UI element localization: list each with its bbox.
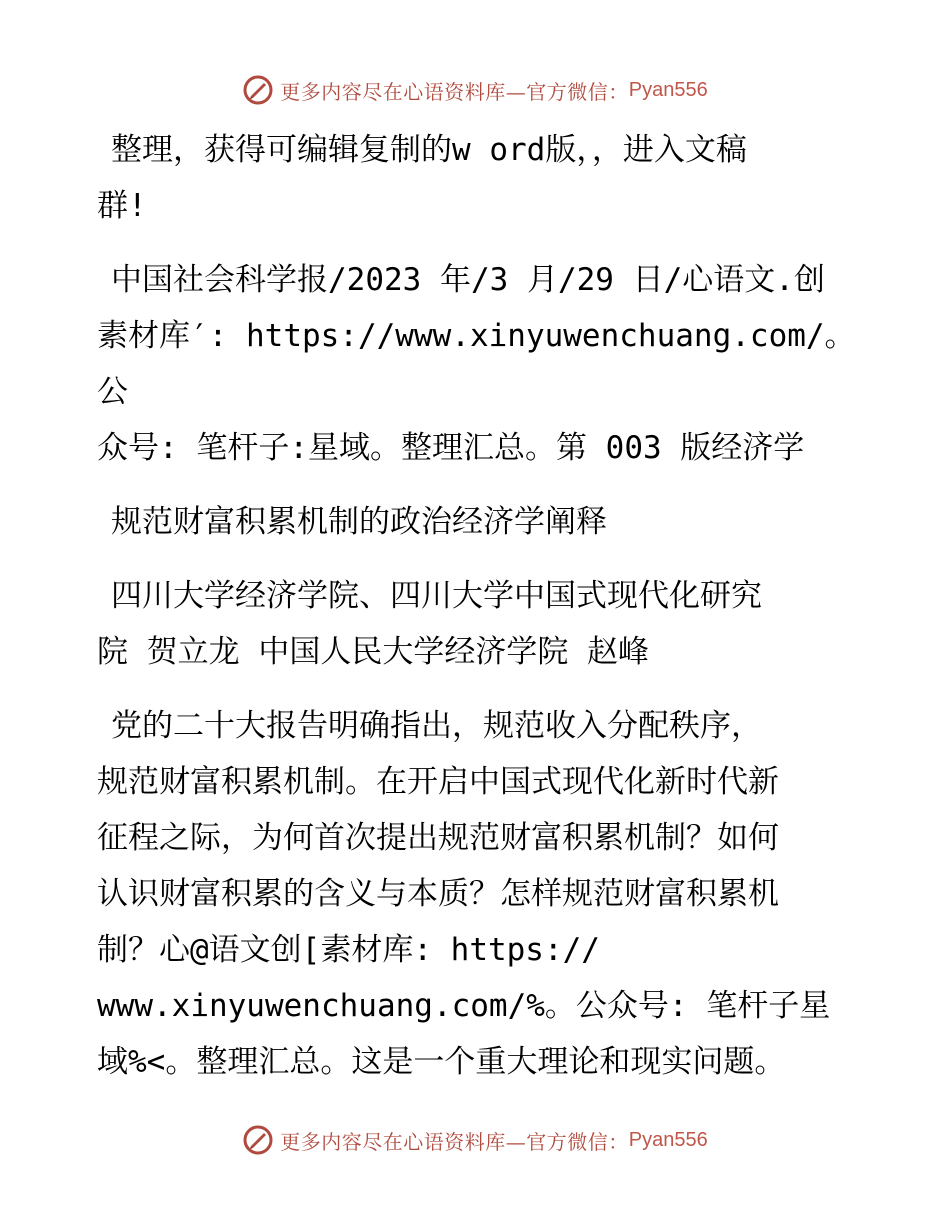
header-wechat-id: Pyan556 [628, 78, 708, 101]
text-line: 中国社会科学报/2023 年/3 月/29 日/心语文.创 [111, 262, 825, 298]
footer-text: 更多内容尽在心语资料库—官方微信： [280, 1129, 629, 1154]
text-line: www.xinyuwenchuang.com/%。公众号: 笔杆子星 [97, 988, 831, 1024]
text-line: 素材库′: https://www.xinyuwenchuang.com/。公 [97, 318, 856, 410]
header-text: 更多内容尽在心语资料库—官方微信： [280, 79, 629, 104]
text-line: 党的二十大报告明确指出，规范收入分配秩序， [111, 708, 762, 744]
footer-wechat-id: Pyan556 [628, 1128, 708, 1151]
footer-banner [0, 1120, 950, 1160]
text-line: 域%<。整理汇总。这是一个重大理论和现实问题。 [97, 1044, 786, 1080]
author-line: 四川大学经济学院、四川大学中国式现代化研究 [111, 578, 762, 614]
header-banner [0, 70, 950, 110]
text-line: 制？心@语文创[素材库: https:// [97, 932, 600, 968]
text-line: 认识财富积累的含义与本质？怎样规范财富积累机 [97, 876, 779, 912]
text-line: 征程之际，为何首次提出规范财富积累机制？如何 [97, 820, 779, 856]
document-body [97, 122, 857, 1090]
text-line: 整理，获得可编辑复制的w ord版，，进入文稿 [111, 132, 747, 168]
text-line: 规范财富积累机制。在开启中国式现代化新时代新 [97, 764, 779, 800]
text-line: 众号: 笔杆子:星域。整理汇总。第 003 版经济学 [97, 430, 805, 466]
text-line: 群! [97, 188, 147, 224]
pen-swirl-logo-icon [242, 74, 274, 106]
pen-swirl-logo-icon [242, 1124, 274, 1156]
article-title: 规范财富积累机制的政治经济学阐释 [111, 504, 607, 540]
author-line: 院 贺立龙 中国人民大学经济学院 赵峰 [97, 634, 649, 670]
